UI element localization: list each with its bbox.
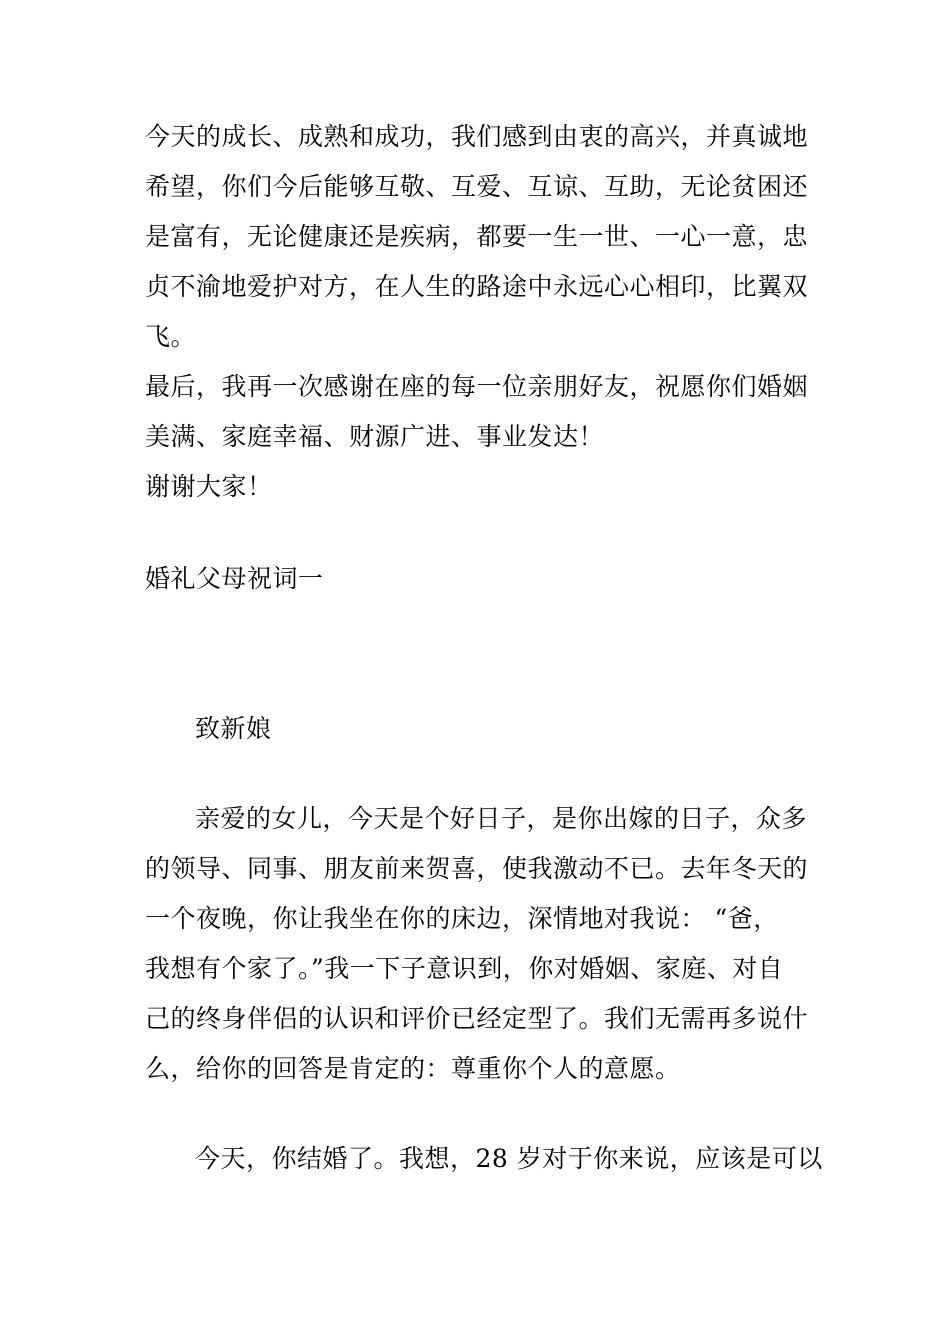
text-line: 我想有个家了。”我一下子意识到，你对婚姻、家庭、对自	[145, 954, 784, 983]
document-body	[145, 112, 823, 1184]
spacer	[145, 604, 808, 704]
subtitle: 致新娘	[195, 714, 272, 743]
paragraph-blessing	[145, 112, 808, 362]
spacer	[145, 1094, 808, 1134]
closing-line: 谢谢大家！	[145, 472, 273, 501]
text-line: 今天，你结婚了。我想，28 岁对于你来说，应该是可以	[195, 1144, 823, 1173]
paragraph-to-daughter	[145, 794, 808, 1094]
paragraph-thanks	[145, 362, 808, 462]
spacer	[145, 754, 808, 794]
text-line: 亲爱的女儿，今天是个好日子，是你出嫁的日子，众多	[195, 804, 808, 833]
text-line: 己的终身伴侣的认识和评价已经定型了。我们无需再多说什	[145, 1004, 809, 1033]
text-line: 美满、家庭幸福、财源广进、事业发达！	[145, 422, 605, 451]
section-title: 婚礼父母祝词一	[145, 564, 324, 593]
text-line: 是富有，无论健康还是疾病，都要一生一世、一心一意，忠	[145, 222, 809, 251]
text-line: 希望，你们今后能够互敬、互爱、互谅、互助，无论贫困还	[145, 172, 809, 201]
text-line: 今天的成长、成熟和成功，我们感到由衷的高兴，并真诚地	[145, 122, 809, 151]
spacer	[145, 512, 808, 554]
text-line: 飞。	[145, 322, 197, 351]
text-line: 最后，我再一次感谢在座的每一位亲朋好友，祝愿你们婚姻	[145, 372, 809, 401]
text-line: 的领导、同事、朋友前来贺喜，使我激动不已。去年冬天的	[145, 854, 809, 883]
text-line: 么，给你的回答是肯定的：尊重你个人的意愿。	[145, 1054, 681, 1083]
text-line: 贞不渝地爱护对方，在人生的路途中永远心心相印，比翼双	[145, 272, 809, 301]
text-line: 一个夜晚，你让我坐在你的床边，深情地对我说： “爸，	[145, 904, 779, 933]
